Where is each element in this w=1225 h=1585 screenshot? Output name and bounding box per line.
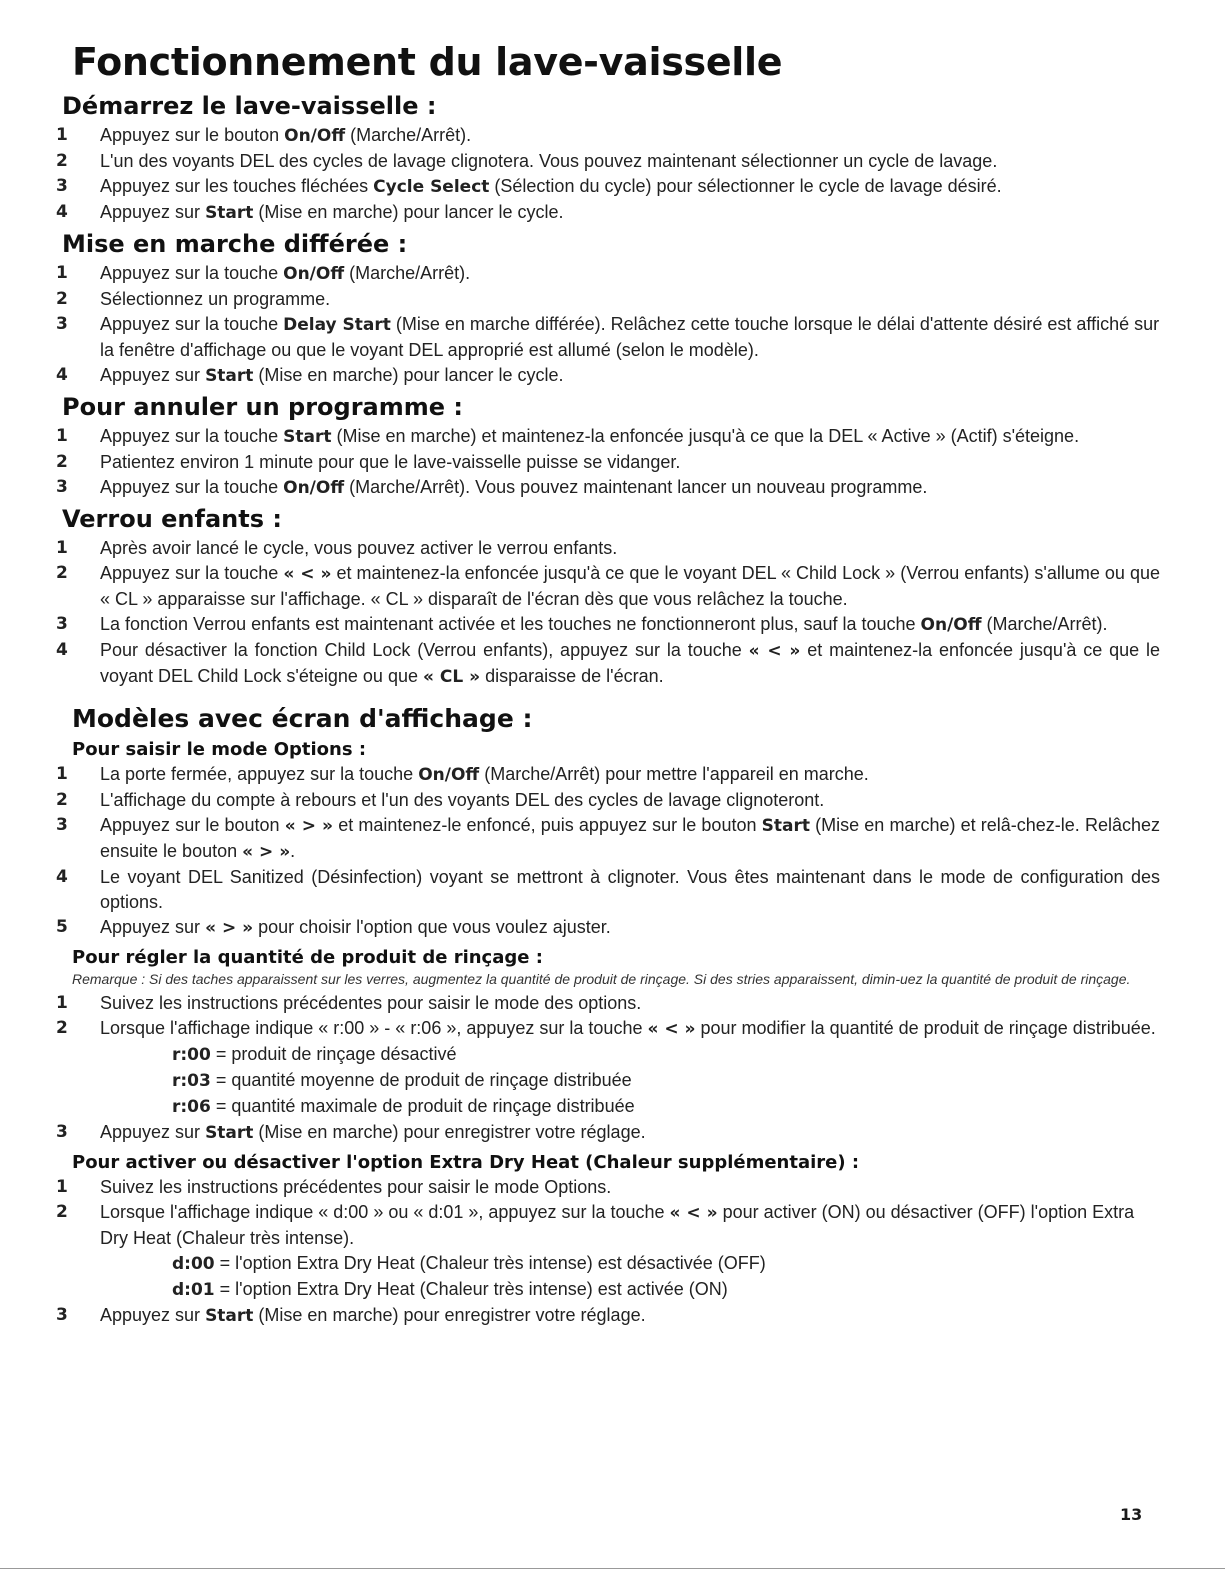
list-item: 1 Appuyez sur la touche On/Off (Marche/Arrêt). [56, 263, 471, 284]
rinse-setting-definition: r:00 = produit de rinçage désactivé [172, 1044, 457, 1065]
list-item: 2 Lorsque l'affichage indique « d:00 » ou « d:01 », appuyez sur la touche « < » pour activer (ON) ou désactiver (OFF) l'option Extra Dry Heat (Chaleur très intense). [56, 1202, 1135, 1248]
page-edge-divider [0, 1568, 1225, 1569]
extra-dry-steps [56, 1175, 1160, 1251]
rinse-setting-definition: r:03 = quantité moyenne de produit de rinçage distribuée [172, 1070, 632, 1091]
page-content [56, 40, 1161, 1329]
cancel-steps [56, 424, 1160, 501]
list-item: 1 Après avoir lancé le cycle, vous pouvez activer le verrou enfants. [56, 538, 618, 558]
page-number: 13 [1120, 1505, 1143, 1524]
start-steps [56, 123, 1160, 226]
list-item: 4 Le voyant DEL Sanitized (Désinfection) voyant se mettront à clignoter. Vous êtes maintenant dans le mode de configuration des options. [56, 867, 1160, 912]
rinse-aid-steps [56, 991, 1160, 1042]
list-item: 5 Appuyez sur « > » pour choisir l'option que vous voulez ajuster. [56, 917, 611, 938]
list-item: 4 Appuyez sur Start (Mise en marche) pour lancer le cycle. [56, 365, 564, 386]
rinse-aid-note: Remarque : Si des taches apparaissent sur les verres, augmentez la quantité de produit de rinçage. Si des stries apparaissent, dimin-uez la quantité de produit de rinçage. [72, 971, 1131, 987]
section-heading-child-lock: Verrou enfants : [62, 505, 282, 533]
delay-start-steps [56, 261, 1160, 389]
list-item: 1 Appuyez sur le bouton On/Off (Marche/Arrêt). [56, 125, 472, 146]
list-item: 4 Appuyez sur Start (Mise en marche) pour lancer le cycle. [56, 202, 564, 223]
list-item: 1 La porte fermée, appuyez sur la touche On/Off (Marche/Arrêt) pour mettre l'appareil en marche. [56, 764, 869, 785]
list-item: 2 Appuyez sur la touche « < » et maintenez-la enfoncée jusqu'à ce que le voyant DEL « Child Lock » (Verrou enfants) s'allume ou que « CL » apparaisse sur l'affichage. « CL » disparaît de l'écran dès que vous relâchez la touche. [56, 563, 1160, 609]
subheading-options-mode: Pour saisir le mode Options : [72, 739, 367, 760]
rinse-aid-steps-cont [56, 1120, 1160, 1146]
section-heading-cancel: Pour annuler un programme : [62, 393, 463, 421]
list-item: 2 Lorsque l'affichage indique « r:00 » - « r:06 », appuyez sur la touche « < » pour modifier la quantité de produit de rinçage distribuée. [56, 1018, 1156, 1039]
subheading-extra-dry-heat: Pour activer ou désactiver l'option Extra Dry Heat (Chaleur supplémentaire) : [72, 1152, 860, 1173]
list-item: 3 Appuyez sur Start (Mise en marche) pour enregistrer votre réglage. [56, 1122, 646, 1143]
subheading-rinse-aid: Pour régler la quantité de produit de rinçage : [72, 947, 543, 968]
child-lock-steps [56, 536, 1161, 690]
extra-dry-steps-cont [56, 1303, 1160, 1329]
list-item: 1 Suivez les instructions précédentes pour saisir le mode des options. [56, 993, 642, 1013]
page-title: Fonctionnement du lave-vaisselle [72, 40, 783, 84]
list-item: 3 Appuyez sur les touches fléchées Cycle Select (Sélection du cycle) pour sélectionner le cycle de lavage désiré. [56, 176, 1002, 197]
section-heading-display-models: Modèles avec écran d'affichage : [72, 704, 533, 733]
list-item: 2 Sélectionnez un programme. [56, 289, 331, 309]
list-item: 3 Appuyez sur la touche On/Off (Marche/Arrêt). Vous pouvez maintenant lancer un nouveau programme. [56, 477, 928, 498]
list-item: 2 Patientez environ 1 minute pour que le lave-vaisselle puisse se vidanger. [56, 452, 681, 472]
list-item: 3 Appuyez sur Start (Mise en marche) pour enregistrer votre réglage. [56, 1305, 646, 1326]
list-item: 4 Pour désactiver la fonction Child Lock (Verrou enfants), appuyez sur la touche « < » et maintenez-la enfoncée jusqu'à ce que le voyant DEL Child Lock s'éteigne ou que « CL » disparaisse de l'écran. [56, 640, 1161, 687]
dry-setting-definition: d:00 = l'option Extra Dry Heat (Chaleur très intense) est désactivée (OFF) [172, 1253, 766, 1274]
list-item: 2 L'un des voyants DEL des cycles de lavage clignotera. Vous pouvez maintenant sélectionner un cycle de lavage. [56, 151, 998, 171]
list-item: 2 L'affichage du compte à rebours et l'un des voyants DEL des cycles de lavage clignoteront. [56, 790, 825, 810]
list-item: 3 Appuyez sur la touche Delay Start (Mise en marche différée). Relâchez cette touche lorsque le délai d'attente désiré est affiché sur la fenêtre d'affichage ou que le voyant DEL approprié est allumé (selon le modèle). [56, 314, 1160, 360]
list-item: 1 Appuyez sur la touche Start (Mise en marche) et maintenez-la enfoncée jusqu'à ce que la DEL « Active » (Actif) s'éteigne. [56, 426, 1080, 447]
list-item: 3 Appuyez sur le bouton « > » et maintenez-le enfoncé, puis appuyez sur le bouton Start (Mise en marche) et relâ-chez-le. Relâchez ensuite le bouton « > ». [56, 815, 1160, 862]
list-item: 1 Suivez les instructions précédentes pour saisir le mode Options. [56, 1177, 612, 1197]
dry-setting-definition: d:01 = l'option Extra Dry Heat (Chaleur très intense) est activée (ON) [172, 1279, 728, 1300]
section-heading-start: Démarrez le lave-vaisselle : [62, 92, 437, 120]
section-heading-delay-start: Mise en marche différée : [62, 230, 408, 258]
options-mode-steps [56, 762, 1160, 941]
rinse-setting-definition: r:06 = quantité maximale de produit de rinçage distribuée [172, 1096, 635, 1117]
list-item: 3 La fonction Verrou enfants est maintenant activée et les touches ne fonctionneront plus, sauf la touche On/Off (Marche/Arrêt). [56, 614, 1108, 635]
